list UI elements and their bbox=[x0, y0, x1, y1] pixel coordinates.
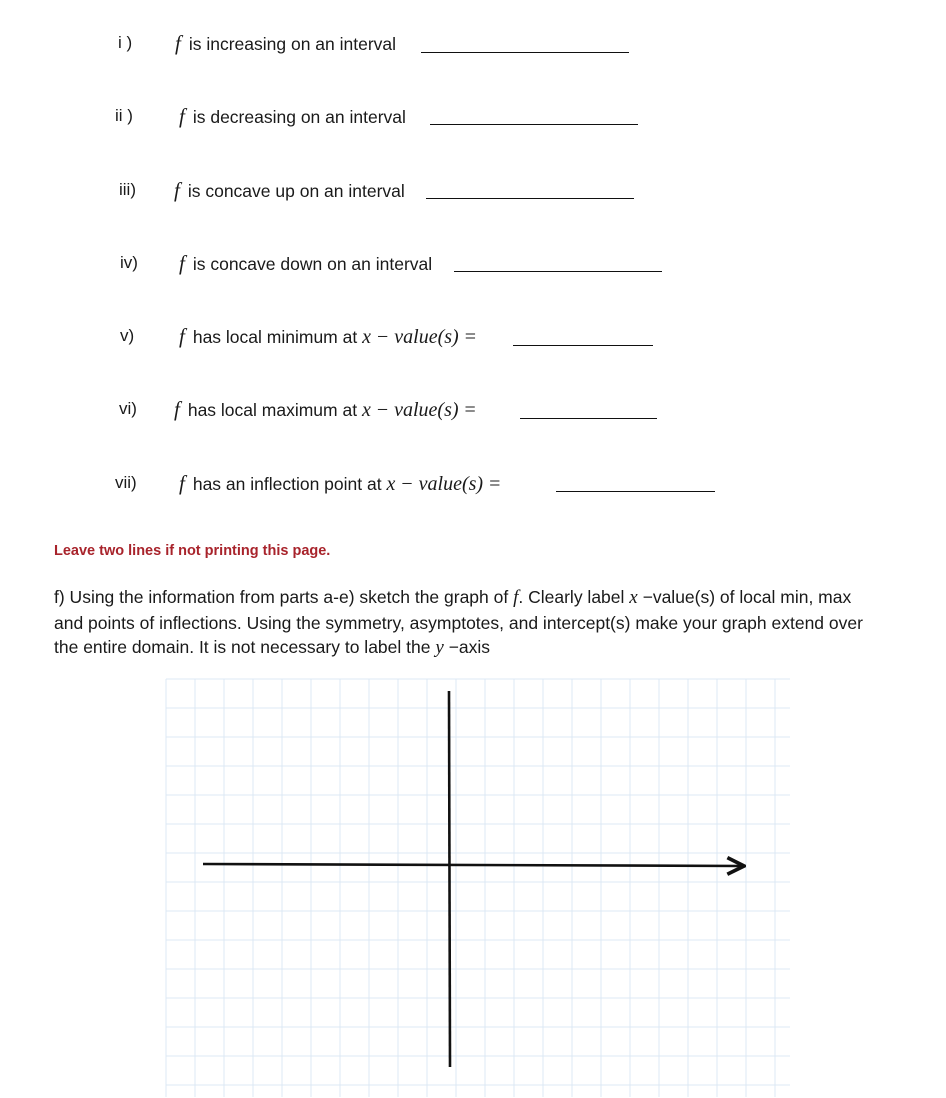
item-3-number: iii) bbox=[119, 180, 136, 199]
part-f-f: f bbox=[513, 587, 519, 608]
item-1-f: f bbox=[175, 31, 181, 55]
item-6-dash: − bbox=[376, 399, 389, 421]
part-f-text-3: −value(s) of local min, max and points of inflections. Using the symmetry, asymptotes, and intercept(s) make your graph extend over the entire domain. It is not necessary to label the bbox=[54, 587, 863, 657]
item-4-number: iv) bbox=[120, 253, 138, 272]
item-5-f: f bbox=[179, 324, 185, 348]
item-2-text: is decreasing on an interval bbox=[192, 107, 406, 127]
item-6-text: has local maximum at bbox=[187, 400, 358, 420]
item-5-x: x bbox=[362, 326, 371, 348]
item-5-value: value(s) bbox=[394, 326, 459, 348]
item-6-value: value(s) bbox=[394, 399, 459, 421]
x-axis bbox=[203, 864, 744, 866]
item-5-text: has local minimum at bbox=[192, 327, 358, 347]
printing-note: Leave two lines if not printing this page. bbox=[54, 543, 331, 559]
item-7-eq: = bbox=[489, 473, 501, 495]
item-2-f: f bbox=[179, 104, 185, 128]
item-2-number: ii ) bbox=[115, 106, 133, 125]
item-1-number: i ) bbox=[118, 33, 133, 52]
item-1-text: is increasing on an interval bbox=[188, 34, 397, 54]
item-7-x: x bbox=[386, 473, 396, 495]
item-6-f: f bbox=[174, 397, 180, 421]
item-5-dash: − bbox=[376, 326, 389, 348]
item-5-number: v) bbox=[120, 326, 135, 345]
item-3-text: is concave up on an interval bbox=[187, 181, 405, 201]
y-axis bbox=[449, 691, 450, 1067]
part-f-text-2: . Clearly label bbox=[518, 587, 625, 607]
part-f-text-4: −axis bbox=[448, 637, 490, 657]
item-7-dash: − bbox=[401, 473, 413, 495]
grid-lines bbox=[166, 679, 790, 1097]
item-7-number: vii) bbox=[115, 473, 137, 492]
item-4-f: f bbox=[179, 251, 185, 275]
item-7-value: value(s) bbox=[418, 473, 484, 495]
item-7-f: f bbox=[179, 471, 185, 495]
part-f-y: y bbox=[435, 637, 444, 658]
item-5-eq: = bbox=[464, 326, 476, 348]
item-4-text: is concave down on an interval bbox=[192, 254, 433, 274]
item-7-text: has an inflection point at bbox=[192, 474, 382, 494]
item-6-x: x bbox=[361, 399, 371, 421]
item-6-eq: = bbox=[464, 399, 476, 421]
part-f-x: x bbox=[629, 587, 638, 608]
item-6-number: vi) bbox=[119, 399, 137, 418]
part-f-text-1: f) Using the information from parts a-e) sketch the graph of bbox=[54, 587, 509, 607]
item-3-f: f bbox=[174, 178, 180, 202]
